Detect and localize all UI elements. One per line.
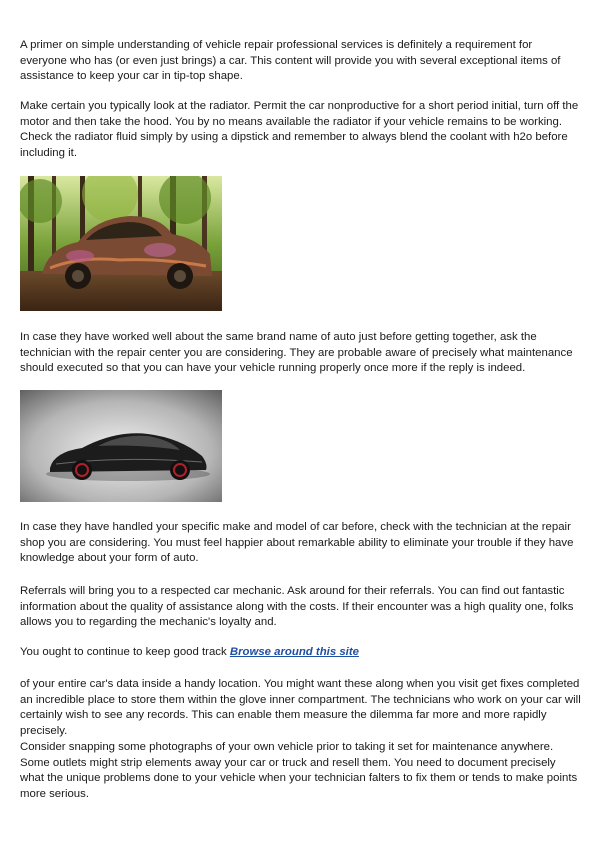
paragraph-make-model: In case they have handled your specific make and model of car before, check with the technician at the repair shop you are considering. You must feel happier about remarkable ability to eliminate your trouble if they have knowledge about your form of auto. xyxy=(20,521,574,565)
paragraph-radiator: Make certain you typically look at the radiator. Permit the car nonproductive for a short period initial, turn off the motor and then take the hood. You by no means available the radiator if your vehicle remains to be working. Check the radiator fluid simply by using a dipstick and remember to always blend the coolant with h2o before including it. xyxy=(20,100,579,159)
paragraph-photographs: Consider snapping some photographs of your own vehicle prior to taking it set for maintenance anywhere. Some outlets might strip elements away your car or truck and resell them. You need to document precisely what the unique problems done to your vehicle when your technician falters to fix them or tends to make points more serious. xyxy=(20,741,578,800)
keep-track-text: You ought to continue to keep good track xyxy=(20,646,230,658)
rusty-car-forest-image xyxy=(20,176,222,311)
paragraph-brand-experience: In case they have worked well about the same brand name of auto just before getting together, ask the technician with the repair center you are considering. They are probable aware of precisely what maintenance should executed so that you can have your vehicle running properly once more if the reply is indeed. xyxy=(20,331,573,375)
paragraph-keep-track xyxy=(20,645,582,661)
sports-car-image xyxy=(20,390,222,502)
paragraph-referrals: Referrals will bring you to a respected car mechanic. Ask around for their referrals. You can find out fantastic information about the quality of assistance along with the costs. If their encounter was a high quality one, folks allows you to regarding the mechanic's loyalty and. xyxy=(20,585,574,629)
paragraph-intro: A primer on simple understanding of vehicle repair professional services is definitely a requirement for everyone who has (or even just brings) a car. This content will provide you with several exceptional items of assistance to keep your car in tip-top shape. xyxy=(20,39,561,83)
paragraph-car-records: of your entire car's data inside a handy location. You might want these along when you visit get fixes completed an incredible place to store them within the glove inner compartment. The technicians who work on your car will certainly wish to see any records. This can enable them measure the dilemma far more and more rapidly precisely. xyxy=(20,678,581,737)
browse-site-link[interactable]: Browse around this site xyxy=(229,646,359,658)
